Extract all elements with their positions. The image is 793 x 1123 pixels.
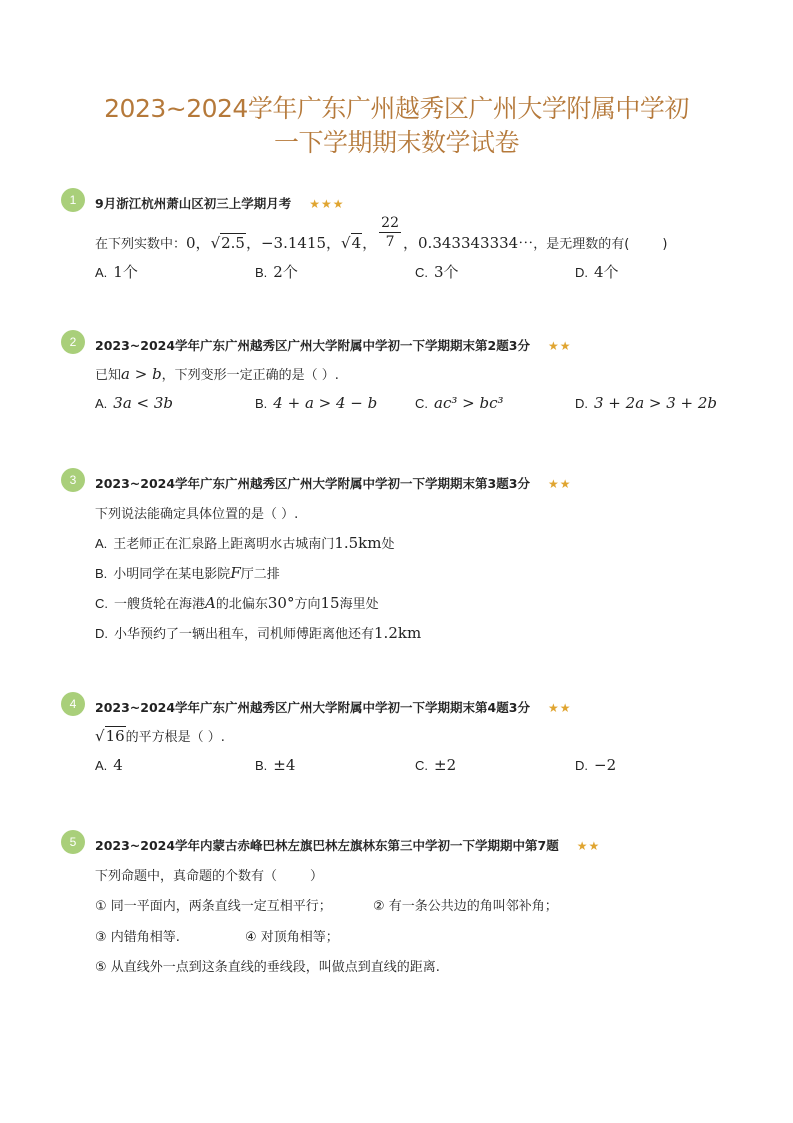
question-number-badge: 4 bbox=[61, 692, 85, 716]
stem-value-10: ) bbox=[629, 237, 668, 252]
option-b[interactable] bbox=[255, 261, 298, 282]
option-text: 4 bbox=[113, 756, 123, 774]
statement-3: ③ 内错角相等. bbox=[95, 930, 180, 945]
question-stem: 下列说法能确定具体位置的是（ ）. bbox=[95, 507, 299, 522]
difficulty-stars: ★★★ bbox=[309, 197, 345, 211]
option-letter: D. bbox=[575, 396, 588, 411]
option-text: 小明同学在某电影院 bbox=[113, 567, 231, 582]
question-number-badge: 5 bbox=[61, 830, 85, 854]
option-a[interactable] bbox=[95, 533, 395, 552]
option-b[interactable] bbox=[95, 563, 280, 582]
option-text: 方向 bbox=[294, 597, 321, 612]
source-text: 2023~2024学年广东广州越秀区广州大学附属中学初一下学期期末第4题3分 bbox=[95, 700, 530, 715]
statement-1: ① 同一平面内，两条直线一定互相平行； bbox=[95, 899, 332, 914]
question-number-badge: 1 bbox=[61, 188, 85, 212]
option-text: 3 + 2a > 3 + 2b bbox=[594, 394, 718, 412]
option-letter: B. bbox=[255, 396, 268, 411]
source-text: 2023~2024学年广东广州越秀区广州大学附属中学初一下学期期末第2题3分 bbox=[95, 338, 530, 353]
title-line-2: 一下学期期末数学试卷 bbox=[273, 128, 519, 157]
option-letter: B. bbox=[255, 265, 268, 280]
stem-value-4: ， bbox=[362, 234, 378, 252]
option-d[interactable] bbox=[95, 623, 421, 642]
difficulty-stars: ★★ bbox=[547, 477, 572, 491]
question-stem bbox=[95, 214, 667, 258]
option-text: 厅二排 bbox=[240, 567, 280, 582]
option-text: 3个 bbox=[434, 263, 459, 281]
option-text: ac³ > bc³ bbox=[434, 394, 504, 412]
difficulty-stars: ★★ bbox=[576, 839, 601, 853]
option-c[interactable] bbox=[415, 261, 459, 282]
statement-2: ② 有一条公共边的角叫邻补角； bbox=[373, 899, 558, 914]
option-a[interactable] bbox=[95, 394, 173, 412]
option-b[interactable] bbox=[255, 394, 377, 412]
option-c[interactable] bbox=[415, 394, 503, 412]
sqrt-2-5: √2.5 bbox=[210, 234, 245, 252]
question-number-badge: 2 bbox=[61, 330, 85, 354]
question-number-badge: 3 bbox=[61, 468, 85, 492]
stem-value-2: ，−3.1415， bbox=[245, 234, 342, 252]
option-text: 一艘货轮在海港 bbox=[114, 597, 206, 612]
option-text: ±2 bbox=[434, 756, 457, 774]
option-a[interactable] bbox=[95, 756, 123, 774]
option-text: 1个 bbox=[113, 263, 138, 281]
option-d[interactable] bbox=[575, 756, 616, 774]
option-math: A bbox=[205, 594, 216, 612]
option-math: 15 bbox=[320, 594, 340, 612]
option-text: ±4 bbox=[273, 756, 296, 774]
option-letter: C. bbox=[415, 265, 428, 280]
difficulty-stars: ★★ bbox=[547, 339, 572, 353]
stem-value-7: ， bbox=[403, 234, 419, 252]
option-math: 1.2km bbox=[374, 624, 422, 642]
question-source bbox=[95, 698, 571, 716]
option-letter: C. bbox=[415, 396, 428, 411]
option-letter: B. bbox=[255, 758, 268, 773]
sqrt-4: √4 bbox=[341, 234, 362, 252]
title-line-1: 2023~2024学年广东广州越秀区广州大学附属中学初 bbox=[104, 94, 689, 123]
fraction-22-7 bbox=[379, 214, 401, 251]
stem-math: a > b bbox=[121, 365, 162, 383]
option-d[interactable] bbox=[575, 261, 619, 282]
source-text: 2023~2024学年内蒙古赤峰巴林左旗巴林左旗林东第三中学初一下学期期中第7题 bbox=[95, 838, 559, 853]
option-letter: D. bbox=[95, 626, 108, 641]
option-letter: D. bbox=[575, 265, 588, 280]
option-text: 4个 bbox=[594, 263, 619, 281]
question-source bbox=[95, 474, 571, 492]
question-stem: 下列命题中，真命题的个数有（ ） bbox=[95, 869, 324, 884]
fraction-numerator: 22 bbox=[381, 215, 399, 231]
option-math: 30° bbox=[267, 594, 295, 612]
question-stem bbox=[95, 364, 339, 383]
option-letter: D. bbox=[575, 758, 588, 773]
question-source bbox=[95, 336, 571, 354]
option-text: 小华预约了一辆出租车，司机师傅距离他还有 bbox=[114, 627, 375, 642]
fraction-denominator: 7 bbox=[385, 234, 395, 250]
option-text: 处 bbox=[381, 537, 395, 552]
option-text: 3a < 3b bbox=[113, 394, 174, 412]
statement-5: ⑤ 从直线外一点到这条直线的垂线段，叫做点到直线的距离. bbox=[95, 960, 440, 975]
source-text: 2023~2024学年广东广州越秀区广州大学附属中学初一下学期期末第3题3分 bbox=[95, 476, 530, 491]
radicand: 4 bbox=[351, 234, 362, 252]
stem-prefix: 在下列实数中： bbox=[95, 237, 187, 252]
option-text: −2 bbox=[594, 756, 617, 774]
stem-value-9: ，是无理数的有( bbox=[533, 237, 630, 252]
option-text: 4 + a > 4 − b bbox=[273, 394, 378, 412]
radicand: 2.5 bbox=[221, 234, 245, 252]
option-math: 1.5km bbox=[334, 534, 382, 552]
option-letter: B. bbox=[95, 566, 108, 581]
question-stem bbox=[95, 726, 225, 745]
question-source bbox=[95, 836, 600, 854]
stem-text: 已知 bbox=[95, 368, 122, 383]
option-letter: A. bbox=[95, 265, 108, 280]
stem-text: ，下列变形一定正确的是（ ）. bbox=[161, 368, 339, 383]
page-title bbox=[0, 92, 793, 160]
option-d[interactable] bbox=[575, 394, 717, 412]
option-b[interactable] bbox=[255, 756, 295, 774]
option-letter: A. bbox=[95, 396, 108, 411]
stem-text: 的平方根是（ ）. bbox=[125, 730, 225, 745]
option-math: F bbox=[230, 564, 241, 582]
statement-4: ④ 对顶角相等； bbox=[245, 930, 339, 945]
question-source bbox=[95, 194, 344, 212]
option-letter: C. bbox=[415, 758, 428, 773]
option-text: 王老师正在汇泉路上距离明水古城南门 bbox=[113, 537, 335, 552]
option-letter: A. bbox=[95, 758, 108, 773]
option-text: 的北偏东 bbox=[215, 597, 268, 612]
sqrt-16: √16 bbox=[95, 727, 125, 745]
stem-value-0: 0， bbox=[186, 234, 211, 252]
option-letter: C. bbox=[95, 596, 108, 611]
option-letter: A. bbox=[95, 536, 108, 551]
radicand: 16 bbox=[105, 727, 125, 745]
option-a[interactable] bbox=[95, 261, 138, 282]
difficulty-stars: ★★ bbox=[547, 701, 572, 715]
source-text: 9月浙江杭州萧山区初三上学期月考 bbox=[95, 196, 292, 211]
option-c[interactable] bbox=[95, 593, 379, 612]
option-text: 海里处 bbox=[339, 597, 379, 612]
stem-value-8: 0.343343334⋯ bbox=[418, 234, 534, 252]
option-text: 2个 bbox=[273, 263, 298, 281]
option-c[interactable] bbox=[415, 756, 456, 774]
